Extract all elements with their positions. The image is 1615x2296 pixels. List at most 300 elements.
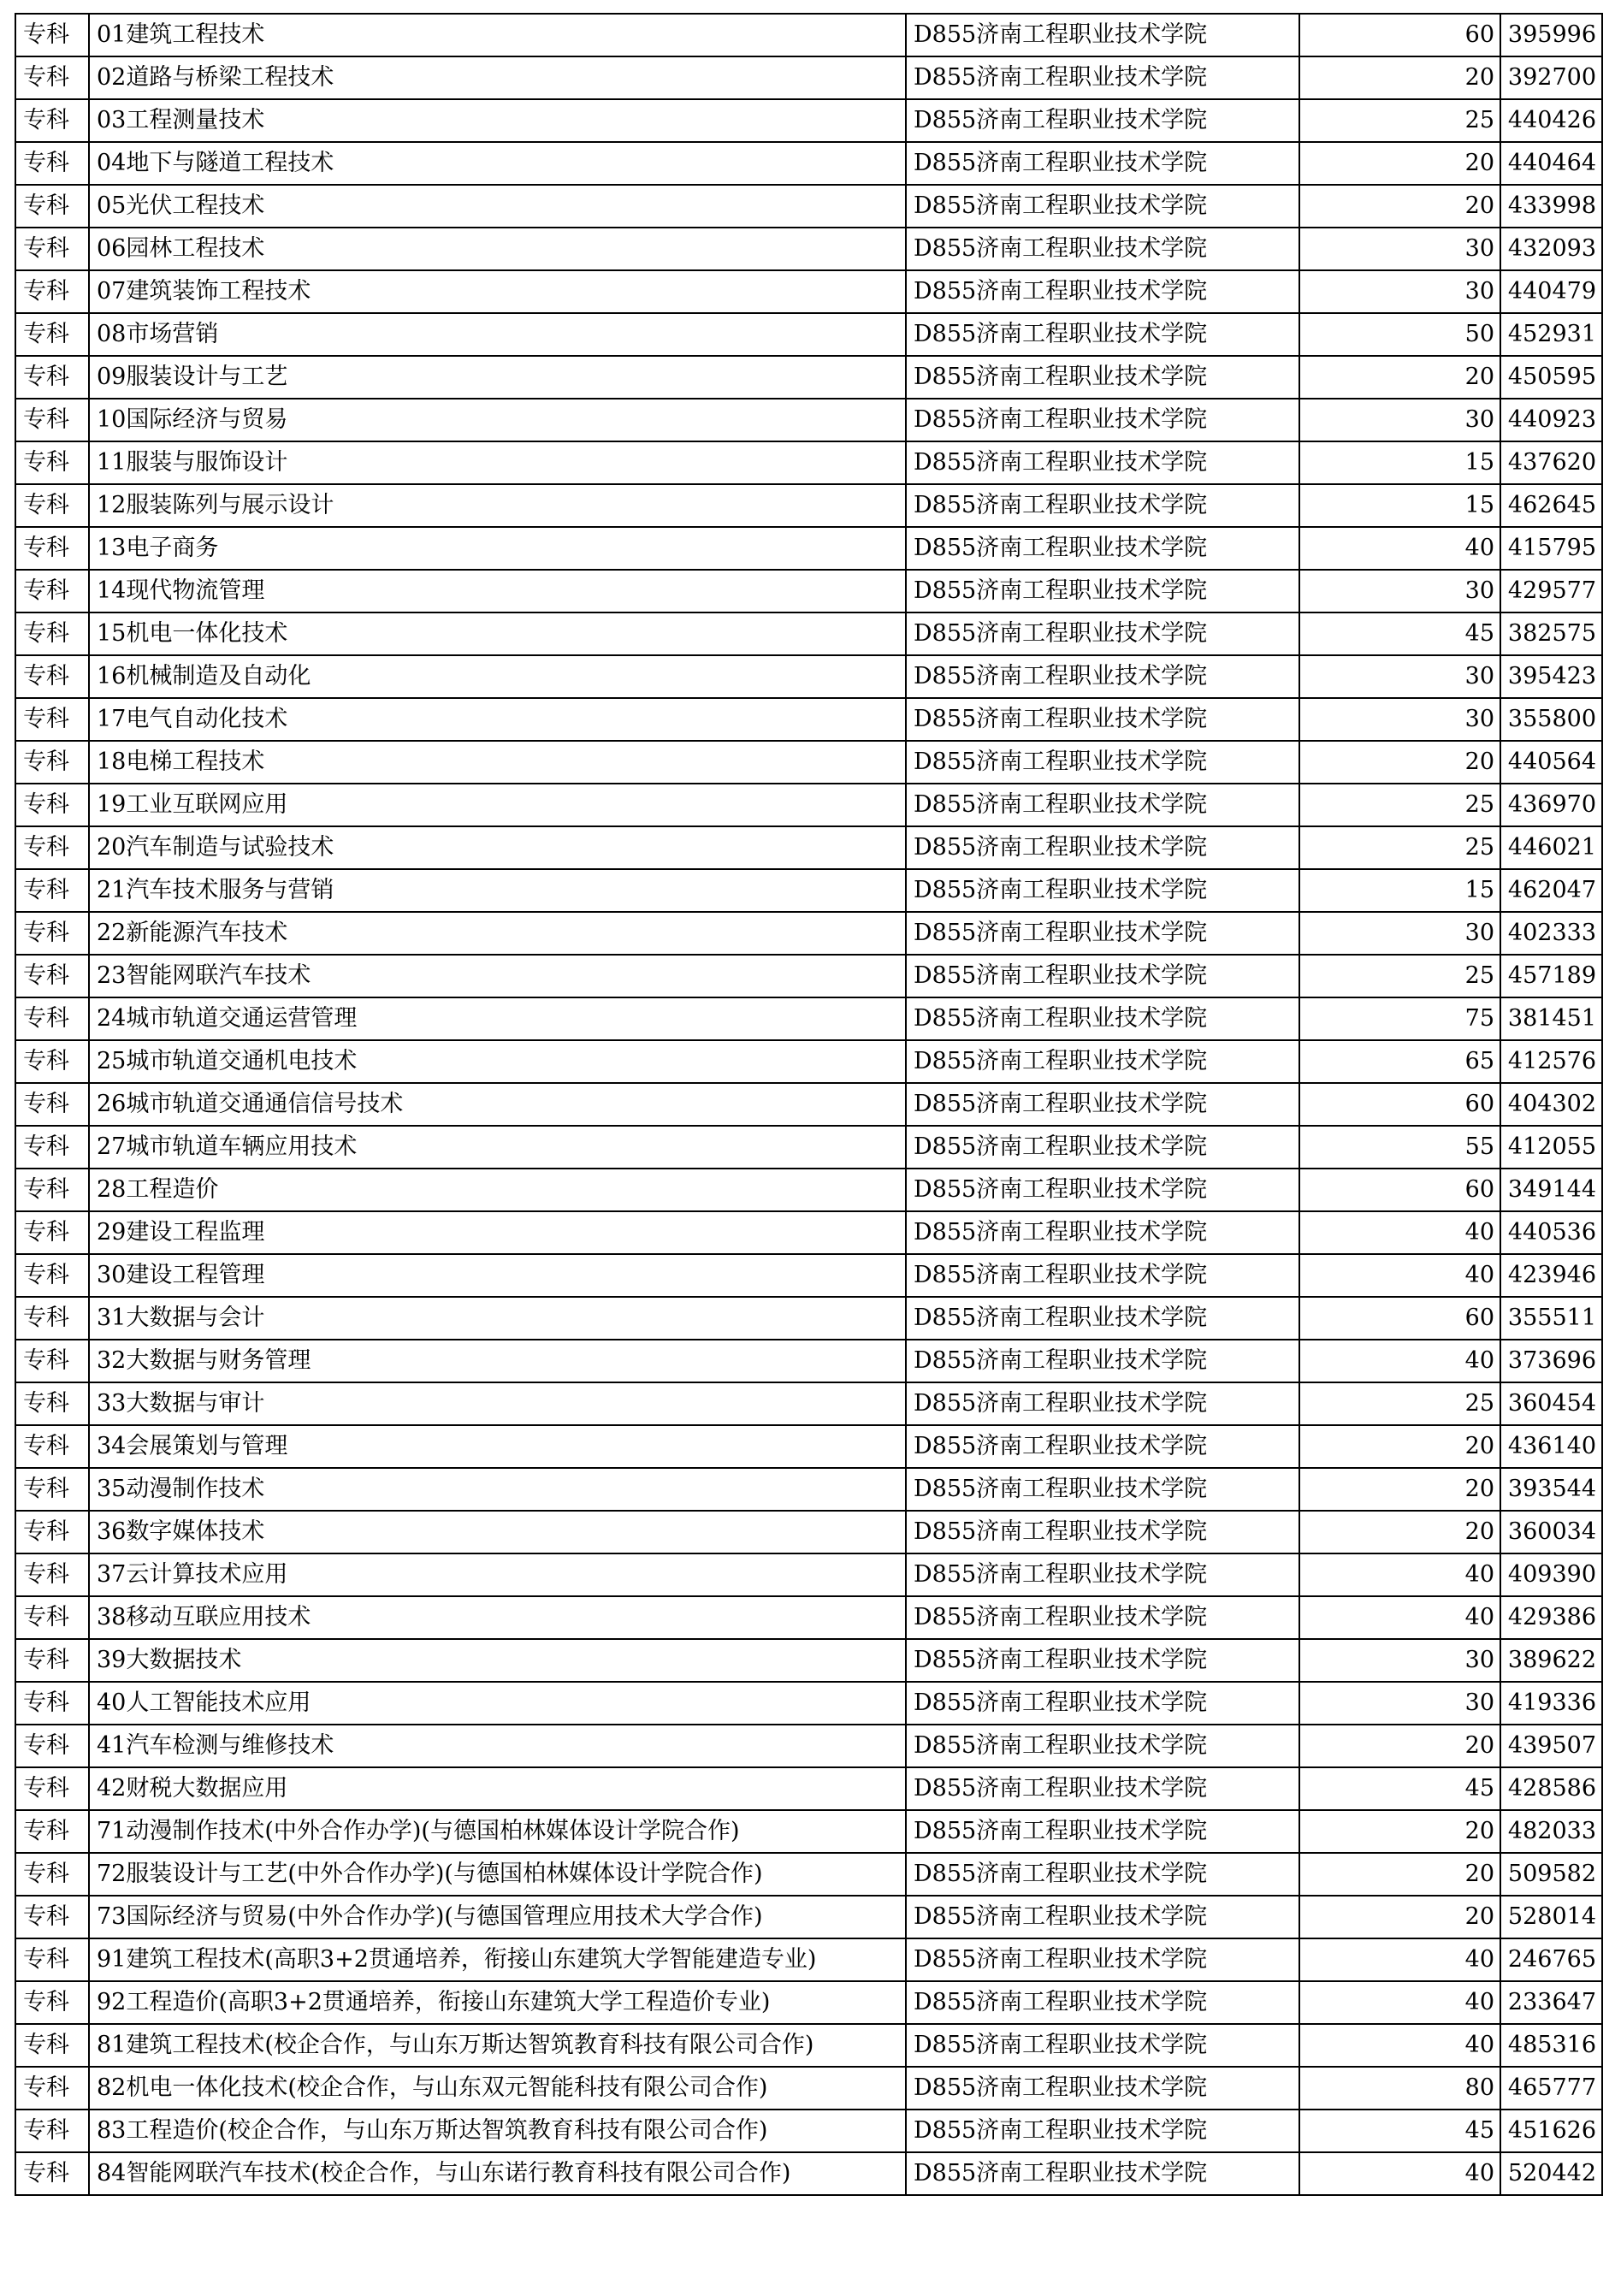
school-cell: D855济南工程职业技术学院 xyxy=(906,1468,1299,1511)
rank-cell: 440426 xyxy=(1500,99,1602,142)
major-cell: 71动漫制作技术(中外合作办学)(与德国柏林媒体设计学院合作) xyxy=(89,1810,906,1853)
level-cell: 专科 xyxy=(15,869,89,912)
level-cell: 专科 xyxy=(15,997,89,1040)
rank-cell: 412055 xyxy=(1500,1126,1602,1169)
school-cell: D855济南工程职业技术学院 xyxy=(906,1382,1299,1425)
level-cell: 专科 xyxy=(15,99,89,142)
level-cell: 专科 xyxy=(15,2152,89,2195)
plan-count-cell: 20 xyxy=(1299,185,1500,228)
level-cell: 专科 xyxy=(15,1938,89,1981)
table-body xyxy=(15,14,1602,2195)
plan-count-cell: 20 xyxy=(1299,56,1500,99)
table-row xyxy=(15,2152,1602,2195)
rank-cell: 528014 xyxy=(1500,1896,1602,1938)
level-cell: 专科 xyxy=(15,570,89,612)
plan-count-cell: 80 xyxy=(1299,2067,1500,2110)
table-row xyxy=(15,2067,1602,2110)
major-cell: 30建设工程管理 xyxy=(89,1254,906,1297)
school-cell: D855济南工程职业技术学院 xyxy=(906,142,1299,185)
level-cell: 专科 xyxy=(15,2110,89,2152)
school-cell: D855济南工程职业技术学院 xyxy=(906,228,1299,270)
table-row xyxy=(15,1126,1602,1169)
rank-cell: 382575 xyxy=(1500,612,1602,655)
level-cell: 专科 xyxy=(15,14,89,56)
plan-count-cell: 30 xyxy=(1299,270,1500,313)
table-row xyxy=(15,399,1602,441)
school-cell: D855济南工程职业技术学院 xyxy=(906,1596,1299,1639)
rank-cell: 452931 xyxy=(1500,313,1602,356)
major-cell: 28工程造价 xyxy=(89,1169,906,1211)
school-cell: D855济南工程职业技术学院 xyxy=(906,527,1299,570)
level-cell: 专科 xyxy=(15,1254,89,1297)
rank-cell: 485316 xyxy=(1500,2024,1602,2067)
table-row xyxy=(15,869,1602,912)
school-cell: D855济南工程职业技术学院 xyxy=(906,2152,1299,2195)
plan-count-cell: 30 xyxy=(1299,698,1500,741)
table-row xyxy=(15,1382,1602,1425)
rank-cell: 439507 xyxy=(1500,1725,1602,1767)
major-cell: 24城市轨道交通运营管理 xyxy=(89,997,906,1040)
major-cell: 84智能网联汽车技术(校企合作，与山东诺行教育科技有限公司合作) xyxy=(89,2152,906,2195)
major-cell: 41汽车检测与维修技术 xyxy=(89,1725,906,1767)
school-cell: D855济南工程职业技术学院 xyxy=(906,912,1299,955)
plan-count-cell: 15 xyxy=(1299,869,1500,912)
school-cell: D855济南工程职业技术学院 xyxy=(906,826,1299,869)
table-row xyxy=(15,1083,1602,1126)
plan-count-cell: 60 xyxy=(1299,1297,1500,1340)
major-cell: 91建筑工程技术(高职3+2贯通培养，衔接山东建筑大学智能建造专业) xyxy=(89,1938,906,1981)
table-row xyxy=(15,1938,1602,1981)
level-cell: 专科 xyxy=(15,826,89,869)
level-cell: 专科 xyxy=(15,1425,89,1468)
level-cell: 专科 xyxy=(15,228,89,270)
school-cell: D855济南工程职业技术学院 xyxy=(906,399,1299,441)
major-cell: 08市场营销 xyxy=(89,313,906,356)
table-row xyxy=(15,2024,1602,2067)
school-cell: D855济南工程职业技术学院 xyxy=(906,655,1299,698)
plan-count-cell: 40 xyxy=(1299,1981,1500,2024)
table-row xyxy=(15,142,1602,185)
rank-cell: 360454 xyxy=(1500,1382,1602,1425)
level-cell: 专科 xyxy=(15,955,89,997)
level-cell: 专科 xyxy=(15,1981,89,2024)
rank-cell: 349144 xyxy=(1500,1169,1602,1211)
level-cell: 专科 xyxy=(15,1682,89,1725)
rank-cell: 429577 xyxy=(1500,570,1602,612)
level-cell: 专科 xyxy=(15,655,89,698)
rank-cell: 412576 xyxy=(1500,1040,1602,1083)
school-cell: D855济南工程职业技术学院 xyxy=(906,185,1299,228)
major-cell: 83工程造价(校企合作，与山东万斯达智筑教育科技有限公司合作) xyxy=(89,2110,906,2152)
school-cell: D855济南工程职业技术学院 xyxy=(906,741,1299,784)
plan-count-cell: 40 xyxy=(1299,1596,1500,1639)
school-cell: D855济南工程职业技术学院 xyxy=(906,441,1299,484)
school-cell: D855济南工程职业技术学院 xyxy=(906,1725,1299,1767)
admission-plan-table xyxy=(15,13,1603,2196)
school-cell: D855济南工程职业技术学院 xyxy=(906,2024,1299,2067)
table-row xyxy=(15,1425,1602,1468)
rank-cell: 381451 xyxy=(1500,997,1602,1040)
table-row xyxy=(15,570,1602,612)
plan-count-cell: 15 xyxy=(1299,484,1500,527)
table-row xyxy=(15,99,1602,142)
school-cell: D855济南工程职业技术学院 xyxy=(906,2067,1299,2110)
rank-cell: 395996 xyxy=(1500,14,1602,56)
major-cell: 11服装与服饰设计 xyxy=(89,441,906,484)
major-cell: 27城市轨道车辆应用技术 xyxy=(89,1126,906,1169)
level-cell: 专科 xyxy=(15,1169,89,1211)
major-cell: 17电气自动化技术 xyxy=(89,698,906,741)
table-row xyxy=(15,228,1602,270)
plan-count-cell: 20 xyxy=(1299,1511,1500,1553)
table-row xyxy=(15,14,1602,56)
rank-cell: 373696 xyxy=(1500,1340,1602,1382)
plan-count-cell: 15 xyxy=(1299,441,1500,484)
level-cell: 专科 xyxy=(15,185,89,228)
rank-cell: 451626 xyxy=(1500,2110,1602,2152)
level-cell: 专科 xyxy=(15,1810,89,1853)
major-cell: 16机械制造及自动化 xyxy=(89,655,906,698)
plan-count-cell: 40 xyxy=(1299,527,1500,570)
school-cell: D855济南工程职业技术学院 xyxy=(906,1853,1299,1896)
school-cell: D855济南工程职业技术学院 xyxy=(906,1981,1299,2024)
table-row xyxy=(15,1810,1602,1853)
level-cell: 专科 xyxy=(15,56,89,99)
table-row xyxy=(15,955,1602,997)
major-cell: 01建筑工程技术 xyxy=(89,14,906,56)
major-cell: 26城市轨道交通通信信号技术 xyxy=(89,1083,906,1126)
plan-count-cell: 45 xyxy=(1299,2110,1500,2152)
table-row xyxy=(15,698,1602,741)
plan-count-cell: 20 xyxy=(1299,142,1500,185)
level-cell: 专科 xyxy=(15,698,89,741)
table-row xyxy=(15,1040,1602,1083)
plan-count-cell: 25 xyxy=(1299,955,1500,997)
level-cell: 专科 xyxy=(15,1297,89,1340)
level-cell: 专科 xyxy=(15,1853,89,1896)
rank-cell: 440464 xyxy=(1500,142,1602,185)
major-cell: 32大数据与财务管理 xyxy=(89,1340,906,1382)
level-cell: 专科 xyxy=(15,1382,89,1425)
school-cell: D855济南工程职业技术学院 xyxy=(906,313,1299,356)
major-cell: 40人工智能技术应用 xyxy=(89,1682,906,1725)
rank-cell: 404302 xyxy=(1500,1083,1602,1126)
table-row xyxy=(15,1340,1602,1382)
major-cell: 12服装陈列与展示设计 xyxy=(89,484,906,527)
major-cell: 02道路与桥梁工程技术 xyxy=(89,56,906,99)
table-row xyxy=(15,185,1602,228)
school-cell: D855济南工程职业技术学院 xyxy=(906,1040,1299,1083)
plan-count-cell: 25 xyxy=(1299,99,1500,142)
school-cell: D855济南工程职业技术学院 xyxy=(906,1126,1299,1169)
school-cell: D855济南工程职业技术学院 xyxy=(906,1639,1299,1682)
major-cell: 35动漫制作技术 xyxy=(89,1468,906,1511)
level-cell: 专科 xyxy=(15,270,89,313)
major-cell: 04地下与隧道工程技术 xyxy=(89,142,906,185)
table-row xyxy=(15,1725,1602,1767)
plan-count-cell: 20 xyxy=(1299,1725,1500,1767)
plan-count-cell: 25 xyxy=(1299,784,1500,826)
level-cell: 专科 xyxy=(15,1468,89,1511)
table-row xyxy=(15,1468,1602,1511)
level-cell: 专科 xyxy=(15,912,89,955)
table-row xyxy=(15,1211,1602,1254)
plan-count-cell: 30 xyxy=(1299,399,1500,441)
rank-cell: 423946 xyxy=(1500,1254,1602,1297)
plan-count-cell: 20 xyxy=(1299,1853,1500,1896)
level-cell: 专科 xyxy=(15,1340,89,1382)
major-cell: 23智能网联汽车技术 xyxy=(89,955,906,997)
school-cell: D855济南工程职业技术学院 xyxy=(906,1553,1299,1596)
table-row xyxy=(15,1297,1602,1340)
major-cell: 05光伏工程技术 xyxy=(89,185,906,228)
rank-cell: 440923 xyxy=(1500,399,1602,441)
rank-cell: 482033 xyxy=(1500,1810,1602,1853)
rank-cell: 465777 xyxy=(1500,2067,1602,2110)
school-cell: D855济南工程职业技术学院 xyxy=(906,955,1299,997)
table-row xyxy=(15,1981,1602,2024)
level-cell: 专科 xyxy=(15,356,89,399)
school-cell: D855济南工程职业技术学院 xyxy=(906,1169,1299,1211)
level-cell: 专科 xyxy=(15,1553,89,1596)
plan-count-cell: 20 xyxy=(1299,1896,1500,1938)
level-cell: 专科 xyxy=(15,1511,89,1553)
plan-count-cell: 60 xyxy=(1299,14,1500,56)
rank-cell: 429386 xyxy=(1500,1596,1602,1639)
plan-count-cell: 40 xyxy=(1299,1553,1500,1596)
plan-count-cell: 40 xyxy=(1299,1938,1500,1981)
major-cell: 18电梯工程技术 xyxy=(89,741,906,784)
rank-cell: 433998 xyxy=(1500,185,1602,228)
plan-count-cell: 20 xyxy=(1299,356,1500,399)
rank-cell: 428586 xyxy=(1500,1767,1602,1810)
school-cell: D855济南工程职业技术学院 xyxy=(906,1810,1299,1853)
school-cell: D855济南工程职业技术学院 xyxy=(906,784,1299,826)
table-row xyxy=(15,1553,1602,1596)
school-cell: D855济南工程职业技术学院 xyxy=(906,356,1299,399)
major-cell: 20汽车制造与试验技术 xyxy=(89,826,906,869)
level-cell: 专科 xyxy=(15,1725,89,1767)
school-cell: D855济南工程职业技术学院 xyxy=(906,869,1299,912)
plan-count-cell: 40 xyxy=(1299,1254,1500,1297)
school-cell: D855济南工程职业技术学院 xyxy=(906,1896,1299,1938)
school-cell: D855济南工程职业技术学院 xyxy=(906,612,1299,655)
school-cell: D855济南工程职业技术学院 xyxy=(906,1254,1299,1297)
level-cell: 专科 xyxy=(15,441,89,484)
table-row xyxy=(15,1254,1602,1297)
school-cell: D855济南工程职业技术学院 xyxy=(906,14,1299,56)
plan-count-cell: 50 xyxy=(1299,313,1500,356)
rank-cell: 436140 xyxy=(1500,1425,1602,1468)
major-cell: 36数字媒体技术 xyxy=(89,1511,906,1553)
major-cell: 22新能源汽车技术 xyxy=(89,912,906,955)
rank-cell: 395423 xyxy=(1500,655,1602,698)
school-cell: D855济南工程职业技术学院 xyxy=(906,484,1299,527)
plan-count-cell: 60 xyxy=(1299,1169,1500,1211)
table-row xyxy=(15,1853,1602,1896)
school-cell: D855济南工程职业技术学院 xyxy=(906,698,1299,741)
plan-count-cell: 40 xyxy=(1299,2152,1500,2195)
table-row xyxy=(15,826,1602,869)
major-cell: 21汽车技术服务与营销 xyxy=(89,869,906,912)
level-cell: 专科 xyxy=(15,2024,89,2067)
level-cell: 专科 xyxy=(15,1126,89,1169)
major-cell: 25城市轨道交通机电技术 xyxy=(89,1040,906,1083)
school-cell: D855济南工程职业技术学院 xyxy=(906,1938,1299,1981)
level-cell: 专科 xyxy=(15,142,89,185)
rank-cell: 440536 xyxy=(1500,1211,1602,1254)
table-row xyxy=(15,1767,1602,1810)
plan-count-cell: 25 xyxy=(1299,826,1500,869)
school-cell: D855济南工程职业技术学院 xyxy=(906,99,1299,142)
level-cell: 专科 xyxy=(15,313,89,356)
plan-count-cell: 75 xyxy=(1299,997,1500,1040)
plan-count-cell: 55 xyxy=(1299,1126,1500,1169)
major-cell: 07建筑装饰工程技术 xyxy=(89,270,906,313)
level-cell: 专科 xyxy=(15,1767,89,1810)
school-cell: D855济南工程职业技术学院 xyxy=(906,1297,1299,1340)
rank-cell: 462047 xyxy=(1500,869,1602,912)
major-cell: 10国际经济与贸易 xyxy=(89,399,906,441)
rank-cell: 409390 xyxy=(1500,1553,1602,1596)
major-cell: 82机电一体化技术(校企合作，与山东双元智能科技有限公司合作) xyxy=(89,2067,906,2110)
level-cell: 专科 xyxy=(15,399,89,441)
major-cell: 06园林工程技术 xyxy=(89,228,906,270)
major-cell: 19工业互联网应用 xyxy=(89,784,906,826)
rank-cell: 520442 xyxy=(1500,2152,1602,2195)
table-row xyxy=(15,56,1602,99)
table-row xyxy=(15,356,1602,399)
major-cell: 14现代物流管理 xyxy=(89,570,906,612)
plan-count-cell: 30 xyxy=(1299,1639,1500,1682)
rank-cell: 246765 xyxy=(1500,1938,1602,1981)
table-row xyxy=(15,784,1602,826)
major-cell: 39大数据技术 xyxy=(89,1639,906,1682)
table-row xyxy=(15,2110,1602,2152)
table-row xyxy=(15,1511,1602,1553)
major-cell: 15机电一体化技术 xyxy=(89,612,906,655)
rank-cell: 233647 xyxy=(1500,1981,1602,2024)
rank-cell: 419336 xyxy=(1500,1682,1602,1725)
plan-count-cell: 40 xyxy=(1299,1340,1500,1382)
plan-count-cell: 20 xyxy=(1299,1425,1500,1468)
rank-cell: 440479 xyxy=(1500,270,1602,313)
major-cell: 81建筑工程技术(校企合作，与山东万斯达智筑教育科技有限公司合作) xyxy=(89,2024,906,2067)
plan-count-cell: 25 xyxy=(1299,1382,1500,1425)
table-row xyxy=(15,527,1602,570)
school-cell: D855济南工程职业技术学院 xyxy=(906,997,1299,1040)
level-cell: 专科 xyxy=(15,1083,89,1126)
table-row xyxy=(15,1896,1602,1938)
table-row xyxy=(15,1682,1602,1725)
rank-cell: 393544 xyxy=(1500,1468,1602,1511)
plan-count-cell: 30 xyxy=(1299,570,1500,612)
table-row xyxy=(15,1169,1602,1211)
rank-cell: 509582 xyxy=(1500,1853,1602,1896)
school-cell: D855济南工程职业技术学院 xyxy=(906,270,1299,313)
rank-cell: 457189 xyxy=(1500,955,1602,997)
school-cell: D855济南工程职业技术学院 xyxy=(906,1425,1299,1468)
rank-cell: 415795 xyxy=(1500,527,1602,570)
school-cell: D855济南工程职业技术学院 xyxy=(906,1511,1299,1553)
table-row xyxy=(15,612,1602,655)
level-cell: 专科 xyxy=(15,612,89,655)
school-cell: D855济南工程职业技术学院 xyxy=(906,1767,1299,1810)
table-row xyxy=(15,484,1602,527)
rank-cell: 355800 xyxy=(1500,698,1602,741)
rank-cell: 440564 xyxy=(1500,741,1602,784)
major-cell: 34会展策划与管理 xyxy=(89,1425,906,1468)
major-cell: 29建设工程监理 xyxy=(89,1211,906,1254)
rank-cell: 437620 xyxy=(1500,441,1602,484)
school-cell: D855济南工程职业技术学院 xyxy=(906,1211,1299,1254)
major-cell: 38移动互联应用技术 xyxy=(89,1596,906,1639)
rank-cell: 392700 xyxy=(1500,56,1602,99)
plan-count-cell: 30 xyxy=(1299,1682,1500,1725)
school-cell: D855济南工程职业技术学院 xyxy=(906,56,1299,99)
major-cell: 73国际经济与贸易(中外合作办学)(与德国管理应用技术大学合作) xyxy=(89,1896,906,1938)
school-cell: D855济南工程职业技术学院 xyxy=(906,1083,1299,1126)
plan-count-cell: 65 xyxy=(1299,1040,1500,1083)
plan-count-cell: 45 xyxy=(1299,1767,1500,1810)
plan-count-cell: 30 xyxy=(1299,655,1500,698)
rank-cell: 450595 xyxy=(1500,356,1602,399)
plan-count-cell: 20 xyxy=(1299,1468,1500,1511)
major-cell: 72服装设计与工艺(中外合作办学)(与德国柏林媒体设计学院合作) xyxy=(89,1853,906,1896)
level-cell: 专科 xyxy=(15,1211,89,1254)
table-row xyxy=(15,1639,1602,1682)
table-row xyxy=(15,441,1602,484)
major-cell: 13电子商务 xyxy=(89,527,906,570)
level-cell: 专科 xyxy=(15,484,89,527)
level-cell: 专科 xyxy=(15,1596,89,1639)
major-cell: 37云计算技术应用 xyxy=(89,1553,906,1596)
major-cell: 33大数据与审计 xyxy=(89,1382,906,1425)
major-cell: 09服装设计与工艺 xyxy=(89,356,906,399)
level-cell: 专科 xyxy=(15,741,89,784)
level-cell: 专科 xyxy=(15,2067,89,2110)
plan-count-cell: 45 xyxy=(1299,612,1500,655)
school-cell: D855济南工程职业技术学院 xyxy=(906,1682,1299,1725)
rank-cell: 446021 xyxy=(1500,826,1602,869)
rank-cell: 436970 xyxy=(1500,784,1602,826)
major-cell: 42财税大数据应用 xyxy=(89,1767,906,1810)
plan-count-cell: 30 xyxy=(1299,228,1500,270)
major-cell: 03工程测量技术 xyxy=(89,99,906,142)
level-cell: 专科 xyxy=(15,1639,89,1682)
major-cell: 92工程造价(高职3+2贯通培养，衔接山东建筑大学工程造价专业) xyxy=(89,1981,906,2024)
plan-count-cell: 30 xyxy=(1299,912,1500,955)
table-row xyxy=(15,270,1602,313)
table-row xyxy=(15,741,1602,784)
rank-cell: 402333 xyxy=(1500,912,1602,955)
plan-count-cell: 40 xyxy=(1299,2024,1500,2067)
plan-count-cell: 60 xyxy=(1299,1083,1500,1126)
school-cell: D855济南工程职业技术学院 xyxy=(906,2110,1299,2152)
rank-cell: 355511 xyxy=(1500,1297,1602,1340)
level-cell: 专科 xyxy=(15,1040,89,1083)
plan-count-cell: 40 xyxy=(1299,1211,1500,1254)
school-cell: D855济南工程职业技术学院 xyxy=(906,570,1299,612)
table-row xyxy=(15,655,1602,698)
major-cell: 31大数据与会计 xyxy=(89,1297,906,1340)
rank-cell: 360034 xyxy=(1500,1511,1602,1553)
table-row xyxy=(15,997,1602,1040)
level-cell: 专科 xyxy=(15,527,89,570)
rank-cell: 389622 xyxy=(1500,1639,1602,1682)
level-cell: 专科 xyxy=(15,1896,89,1938)
table-row xyxy=(15,1596,1602,1639)
